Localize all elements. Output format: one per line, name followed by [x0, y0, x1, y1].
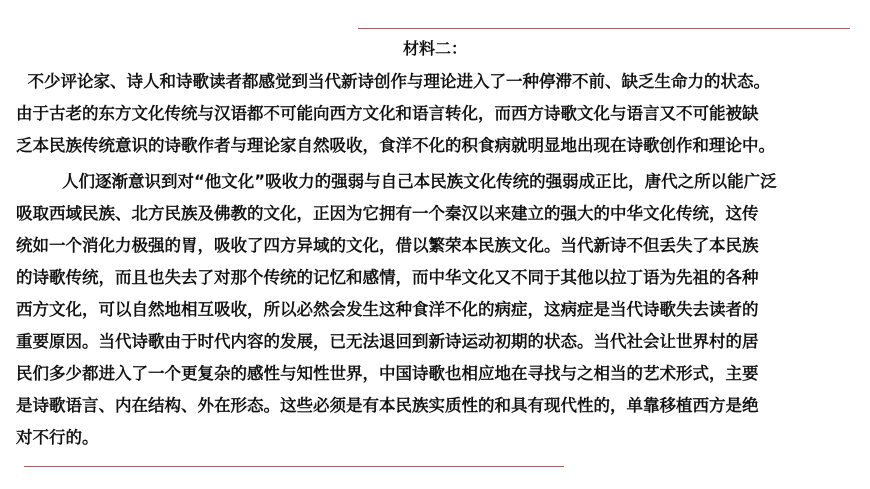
text-line: 吸取西域民族、北方民族及佛教的文化，正因为它拥有一个秦汉以来建立的强大的中华文化传统，这传 [16, 204, 759, 223]
text-line: 乏本民族传统意识的诗歌作者与理论家自然吸收，食洋不化的积食病就明显地出现在诗歌创作和理论中。 [16, 136, 775, 155]
text-line: 统如一个消化力极强的胃，吸收了四方异域的文化，借以繁荣本民族文化。当代新诗不但丢失了本民族 [16, 236, 759, 255]
paragraph-2 [16, 166, 856, 454]
bottom-divider-line [24, 466, 564, 467]
text-line: 的诗歌传统，而且也失去了对那个传统的记忆和感情，而中华文化又不同于其他以拉丁语为先祖的各种 [16, 268, 759, 287]
paragraph-1 [16, 66, 856, 162]
text-line: 由于古老的东方文化传统与汉语都不可能向西方文化和语言转化，而西方诗歌文化与语言又不可能被缺 [16, 104, 759, 123]
text-line: 西方文化，可以自然地相互吸收，所以必然会发生这种食洋不化的病症，这病症是当代诗歌失去读者的 [16, 300, 759, 319]
text-line: 不少评论家、诗人和诗歌读者都感觉到当代新诗创作与理论进入了一种停滞不前、缺乏生命力的状态。 [16, 72, 770, 91]
text-line: 民们多少都进入了一个更复杂的感性与知性世界，中国诗歌也相应地在寻找与之相当的艺术形式，主要 [16, 364, 759, 383]
text-line: 是诗歌语言、内在结构、外在形态。这些必须是有本民族实质性的和具有现代性的，单靠移植西方是绝 [16, 396, 759, 415]
text-line: 重要原因。当代诗歌由于时代内容的发展，已无法退回到新诗运动初期的状态。当代社会让世界村的居 [16, 332, 759, 351]
material-heading: 材料二： [402, 39, 467, 58]
text-line: 对不行的。 [16, 428, 99, 447]
text-line: 人们逐渐意识到对“他文化”吸收力的强弱与自己本民族文化传统的强弱成正比，唐代之所以能广泛 [16, 172, 777, 191]
top-divider-line [358, 28, 850, 29]
